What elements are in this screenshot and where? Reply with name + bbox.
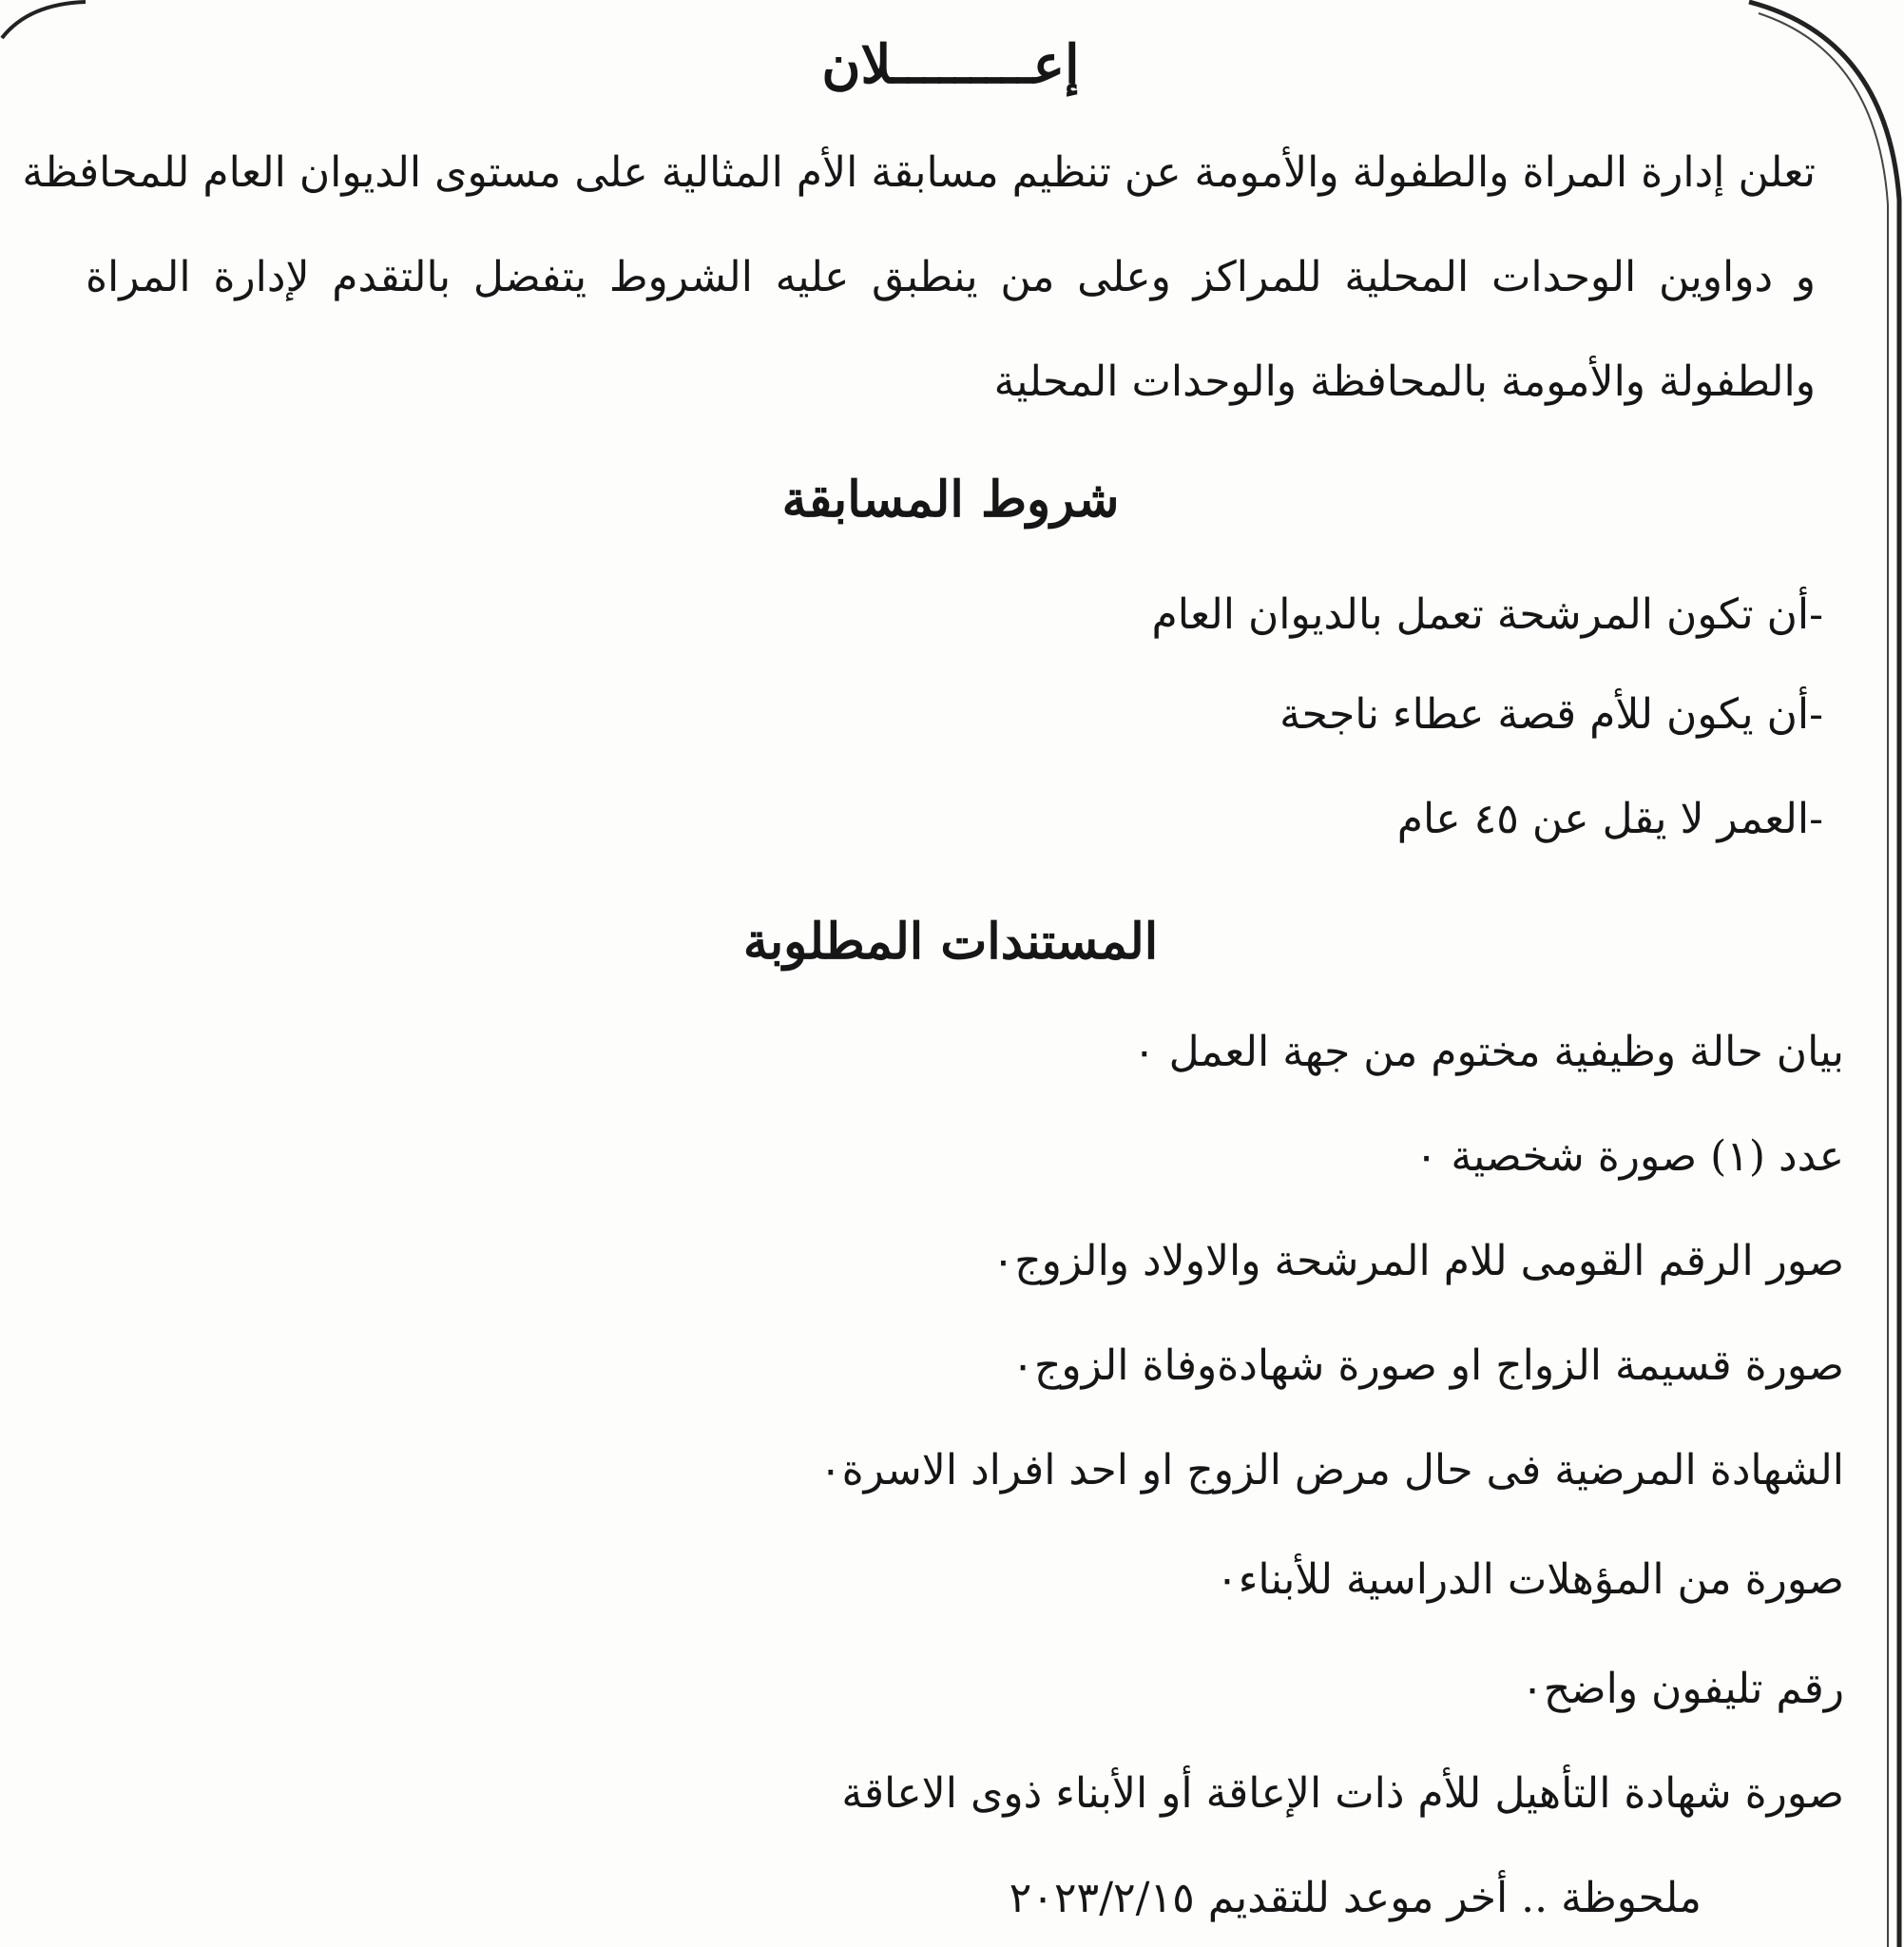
intro-line-1: تعلن إدارة المراة والطفولة والأمومة عن تنظيم مسابقة الأم المثالية على مستوى الديوان العام للمحافظة	[22, 148, 1816, 197]
conditions-heading: شروط المسابقة	[781, 471, 1120, 529]
condition-item: -العمر لا يقل عن ٤٥ عام	[1396, 795, 1823, 843]
condition-item: -أن يكون للأم قصة عطاء ناجحة	[1279, 690, 1823, 739]
intro-line-2: و دواوين الوحدات المحلية للمراكز وعلى من ينطبق عليه الشروط يتفضل بالتقدم لإدارة المراة	[86, 253, 1816, 301]
announcement-document	[22, 0, 1844, 1947]
condition-item: -أن تكون المرشحة تعمل بالديوان العام	[1151, 590, 1823, 639]
document-item: صورة قسيمة الزواج او صورة شهادةوفاة الزوج٠	[1011, 1341, 1844, 1390]
document-item: بيان حالة وظيفية مختوم من جهة العمل ٠	[1132, 1028, 1844, 1076]
documents-heading: المستندات المطلوبة	[742, 913, 1159, 971]
intro-line-3: والطفولة والأمومة بالمحافظة والوحدات المحلية	[993, 357, 1816, 406]
document-item: صور الرقم القومى للام المرشحة والاولاد والزوج٠	[991, 1237, 1844, 1285]
document-item: صورة شهادة التأهيل للأم ذات الإعاقة أو الأبناء ذوى الاعاقة	[841, 1769, 1844, 1818]
document-item: الشهادة المرضية فى حال مرض الزوج او احد افراد الاسرة٠	[818, 1446, 1844, 1494]
announcement-title: إعـــــــــلان	[821, 33, 1080, 96]
document-item: رقم تليفون واضح٠	[1521, 1665, 1844, 1713]
document-item: صورة من المؤهلات الدراسية للأبناء٠	[1216, 1555, 1844, 1604]
deadline-note: ملحوظة .. أخر موعد للتقديم ٢٠٢٣/٢/١٥	[1009, 1874, 1702, 1922]
document-item: عدد (١) صورة شخصية ٠	[1414, 1132, 1844, 1181]
